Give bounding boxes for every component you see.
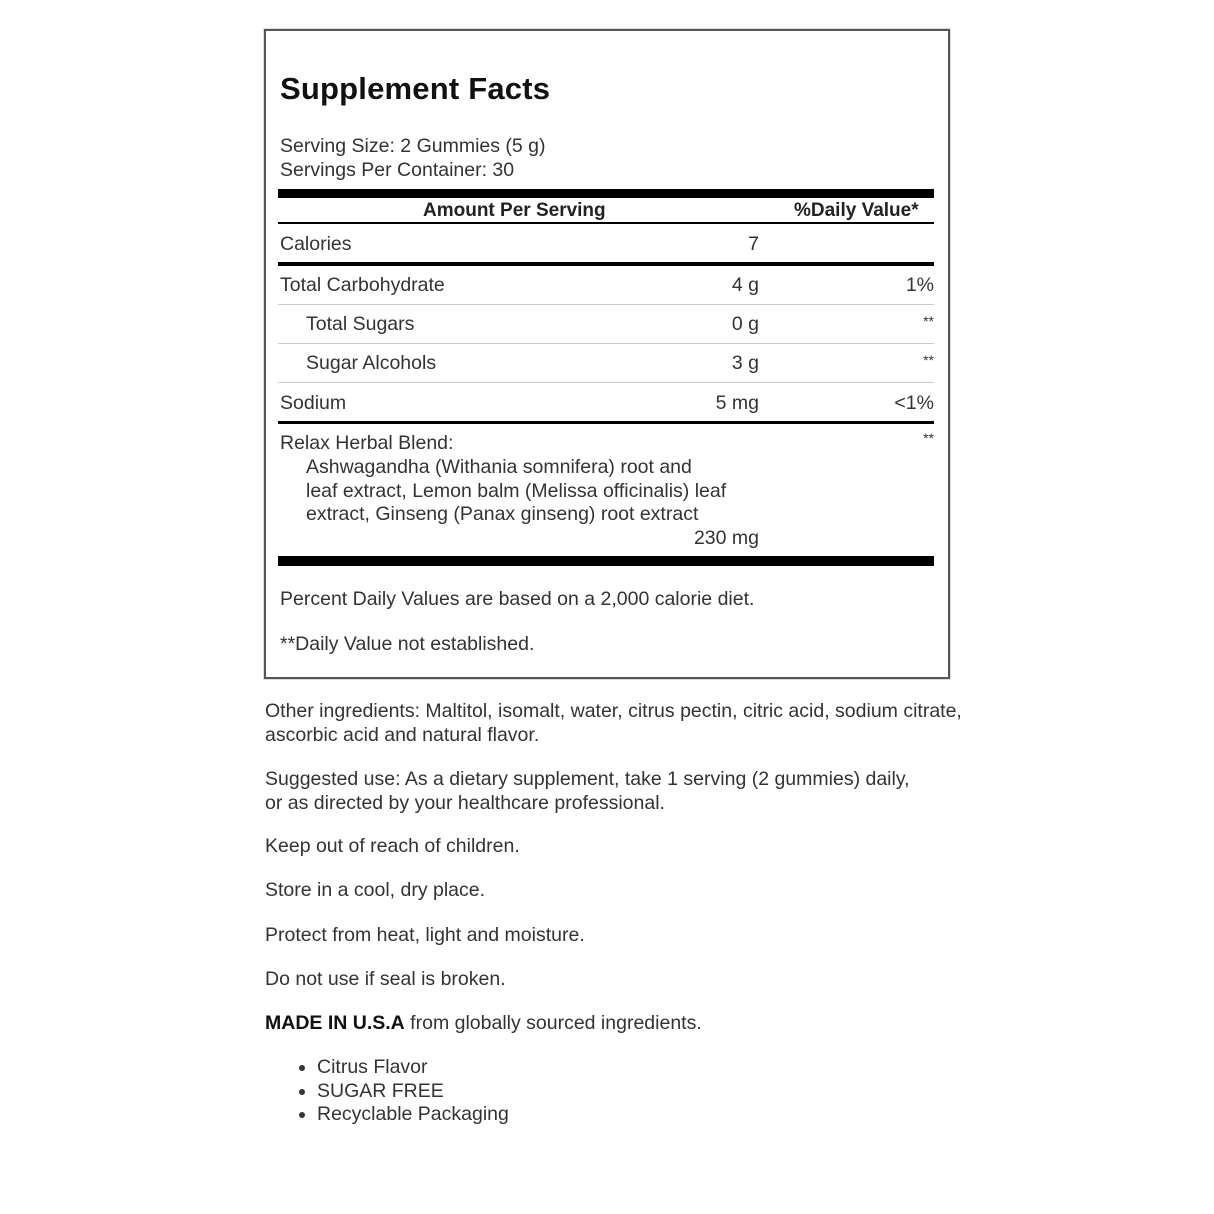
feature-item: • SUGAR FREE	[317, 1080, 509, 1104]
row-sodium-dv: <1%	[894, 392, 934, 414]
row-sugars-label: Total Sugars	[306, 313, 415, 335]
footnote-not-established: **Daily Value not established.	[280, 633, 535, 655]
row-carbohydrate-dv: 1%	[905, 274, 934, 296]
made-in-rest: from globally sourced ingredients.	[404, 1012, 702, 1034]
row-sodium-label: Sodium	[280, 392, 347, 414]
row-calories-amount: 7	[748, 233, 759, 255]
blend-line: Ashwagandha (Withania somnifera) root and	[306, 456, 692, 478]
header-divider	[278, 222, 934, 224]
daily-value-header: %Daily Value*	[794, 200, 919, 221]
children-warning: Keep out of reach of children.	[265, 835, 520, 857]
supplement-facts-panel	[264, 29, 950, 679]
protect-instructions: Protect from heat, light and moisture.	[265, 924, 585, 946]
row-divider	[278, 343, 934, 344]
footnote-daily-values: Percent Daily Values are based on a 2,000 calorie diet.	[280, 588, 755, 610]
made-in-statement	[265, 1012, 965, 1036]
feature-item: • Citrus Flavor	[317, 1056, 509, 1080]
row-divider	[278, 304, 934, 305]
row-sugars-dv: **	[923, 313, 934, 329]
sodium-divider	[278, 421, 934, 424]
row-sugar-alcohols-label: Sugar Alcohols	[306, 352, 437, 374]
row-sugar-alcohols-dv: **	[923, 352, 934, 368]
seal-warning: Do not use if seal is broken.	[265, 968, 506, 990]
row-sugar-alcohols-amount: 3 g	[731, 352, 759, 374]
blend-ingredients	[306, 456, 766, 527]
other-ingredients: Other ingredients: Maltitol, isomalt, water, citrus pectin, citric acid, sodium citrate, ascorbic acid and natural flavor.	[265, 700, 962, 746]
made-in-bold: MADE IN U.S.A	[265, 1012, 405, 1034]
blend-dv: **	[923, 430, 934, 446]
suggested-use: Suggested use: As a dietary supplement, take 1 serving (2 gummies) daily, or as directed by your healthcare professional.	[265, 768, 910, 814]
blend-line: extract, Ginseng (Panax ginseng) root extract	[306, 503, 699, 525]
amount-per-serving-header: Amount Per Serving	[423, 200, 606, 221]
calories-divider	[278, 262, 934, 266]
blend-label: Relax Herbal Blend:	[280, 432, 454, 454]
row-carbohydrate-label: Total Carbohydrate	[280, 274, 445, 296]
row-sodium-amount: 5 mg	[715, 392, 759, 414]
servings-per-container: Servings Per Container: 30	[280, 159, 515, 181]
row-carbohydrate-amount: 4 g	[731, 274, 759, 296]
feature-list	[265, 1056, 509, 1127]
row-sugars-amount: 0 g	[731, 313, 759, 335]
serving-size: Serving Size: 2 Gummies (5 g)	[280, 135, 546, 157]
row-calories-label: Calories	[280, 233, 352, 255]
storage-instructions: Store in a cool, dry place.	[265, 879, 486, 901]
blend-amount: 230 mg	[693, 527, 759, 549]
top-thick-divider	[278, 189, 934, 198]
feature-item: • Recyclable Packaging	[317, 1103, 509, 1127]
bottom-thick-divider	[278, 556, 934, 566]
row-divider	[278, 382, 934, 383]
panel-title: Supplement Facts	[280, 71, 551, 106]
blend-line: leaf extract, Lemon balm (Melissa officinalis) leaf	[306, 479, 727, 502]
